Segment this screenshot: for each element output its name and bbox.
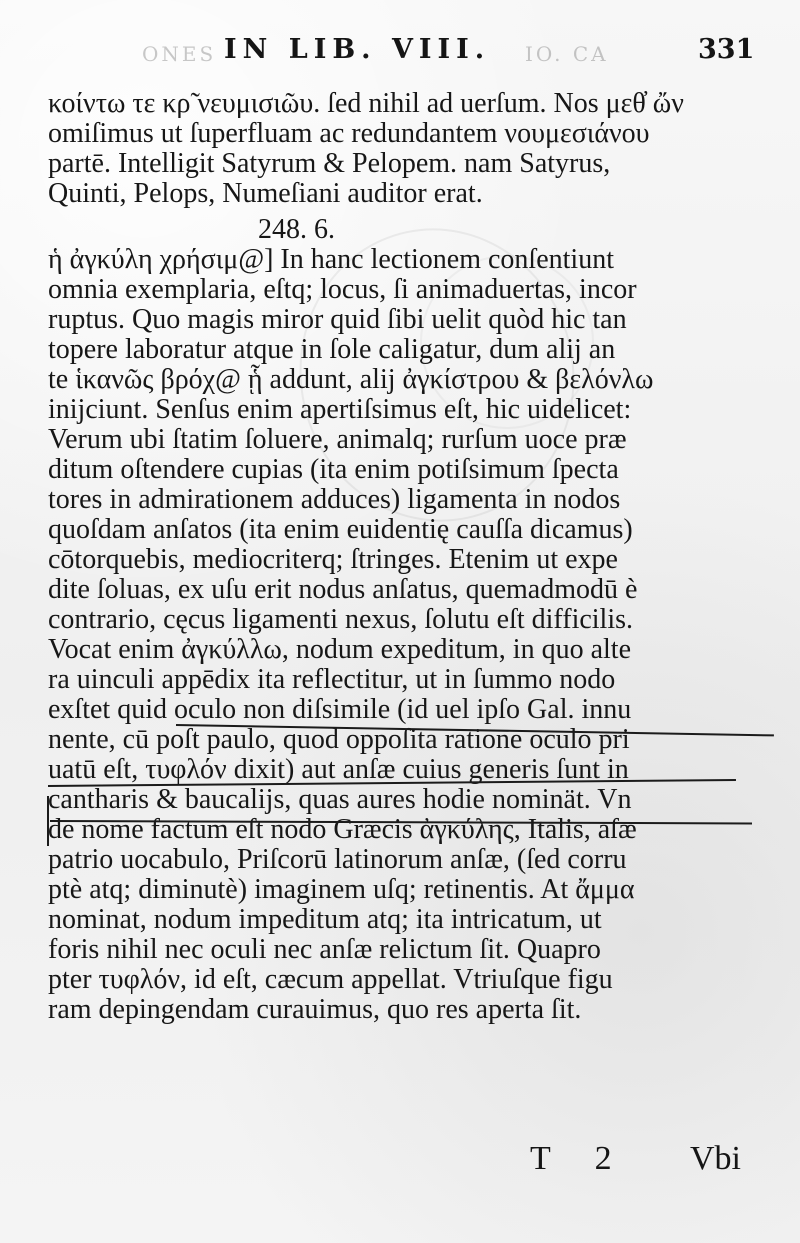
text-line: omiſimus ut ſuperfluam ac redundantem νουμεσιάνου bbox=[48, 118, 650, 149]
text-line: exſtet quid oculo non diſsimile (id uel ipſo Gal. innu bbox=[48, 694, 632, 725]
text-line: dite ſoluas, ex uſu erit nodus anſatus, quemadmodū è bbox=[48, 574, 638, 605]
text-line: Quinti, Pelops, Numeſiani auditor erat. bbox=[48, 178, 483, 209]
text-line: omnia exemplaria, eſtq; locus, ſi animaduertas, incor bbox=[48, 274, 637, 305]
text-line: Vocat enim ἀγκύλλω, nodum expeditum, in quo alte bbox=[48, 634, 631, 665]
text-line: nominat, nodum impeditum atq; ita intricatum, ut bbox=[48, 904, 602, 935]
text-line: de nomē factum eſt nodo Græcis ἀγκύλης, Italis, aſæ bbox=[48, 814, 637, 845]
text-line: ἡ ἀγκύλη χρήσιμ@] In hanc lectionem conſentiunt bbox=[48, 244, 614, 275]
text-line: tores in admirationem adduces) ligamenta in nodos bbox=[48, 484, 621, 515]
text-line: ptè atq; diminutè) imaginem uſq; retinentis. At ἄμμα bbox=[48, 874, 635, 905]
running-head-title: IN LIB. VIII. bbox=[224, 34, 491, 65]
reference-line: 248. 6. bbox=[258, 214, 335, 245]
text-line: ruptus. Quo magis miror quid ſibi uelit quòd hic tan bbox=[48, 304, 627, 335]
handwritten-bracket bbox=[47, 796, 49, 846]
text-line: κοίντω τε κρ̃ νευμισιῶυ. ſed nihil ad uerſum. Nos μεθ̓ ὤν bbox=[48, 88, 684, 119]
running-head-right-faint: IO. CA bbox=[525, 42, 609, 66]
text-line: Verum ubi ſtatim ſoluere, animalq; rurſum uoce præ bbox=[48, 424, 627, 455]
running-head bbox=[0, 34, 800, 76]
running-head-left-faint: ONES bbox=[142, 42, 217, 66]
text-line: partē. Intelligit Satyrum & Pelopem. nam Satyrus, bbox=[48, 148, 611, 179]
text-line: inijciunt. Senſus enim apertiſsimus eſt, hic uidelicet: bbox=[48, 394, 632, 425]
printer-signature: T 2 bbox=[530, 1140, 630, 1177]
text-line: nente, cū poſt paulo, quod oppoſita ratione oculo pri bbox=[48, 724, 630, 755]
page-number: 331 bbox=[698, 34, 755, 65]
body-text bbox=[48, 89, 772, 1025]
text-line: ra uinculi appēdix ita reflectitur, ut in ſummo nodo bbox=[48, 664, 616, 695]
page-footer bbox=[0, 1142, 800, 1182]
catchword: Vbi bbox=[690, 1140, 741, 1177]
text-line: cōtorquebis, mediocriterq; ſtringes. Etenim ut expe bbox=[48, 544, 618, 575]
text-line: ram depingendam curauimus, quo res aperta ſit. bbox=[48, 994, 582, 1025]
text-line: patrio uocabulo, Priſcorū latinorum anſæ, (ſed corru bbox=[48, 844, 627, 875]
text-line: cantharis & baucalijs, quas aures hodie nominät. Vn bbox=[48, 784, 632, 815]
text-line: topere laboratur atque in ſole caligatur, dum alij an bbox=[48, 334, 616, 365]
text-line: uatū eſt, τυφλόν dixit) aut anſæ cuius generis ſunt in bbox=[48, 754, 629, 785]
text-line: pter τυφλόν, id eſt, cæcum appellat. Vtriuſque figu bbox=[48, 964, 613, 995]
text-line: te ἱκανῶς βρόχ@ ᾗ addunt, alij ἀγκίστρου & βελόνλω bbox=[48, 364, 654, 395]
text-line: contrario, cęcus ligamenti nexus, ſolutu eſt difficilis. bbox=[48, 604, 634, 635]
text-line: foris nihil nec oculi nec anſæ relictum ſit. Quapro bbox=[48, 934, 601, 965]
text-line: quoſdam anſatos (ita enim euidentię cauſſa dicamus) bbox=[48, 514, 633, 545]
text-line: ditum oſtendere cupias (ita enim potiſsimum ſpecta bbox=[48, 454, 619, 485]
